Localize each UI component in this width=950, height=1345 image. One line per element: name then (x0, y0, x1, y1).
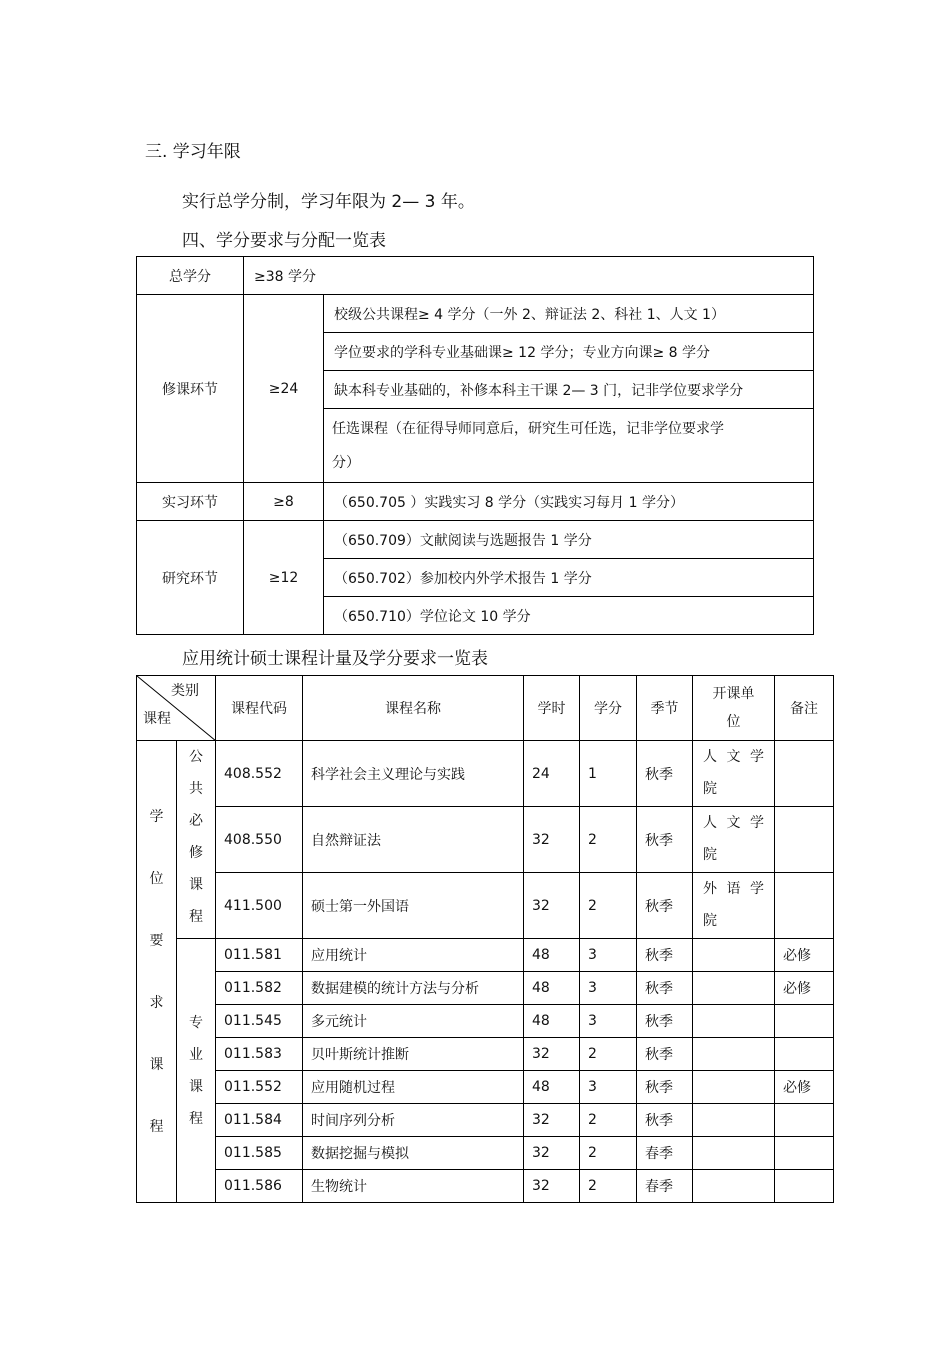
table-row (137, 1005, 834, 1038)
course-item: 校级公共课程≥ 4 学分（一外 2、辩证法 2、科社 1、人文 1） (324, 295, 814, 333)
course-code: 011.586 (216, 1170, 303, 1203)
header-credits: 学分 (580, 676, 637, 741)
course-unit (693, 1170, 775, 1203)
course-name: 应用统计 (303, 939, 524, 972)
course-hours: 32 (524, 1170, 580, 1203)
course-item (324, 409, 814, 483)
intern-section-label: 实习环节 (137, 483, 244, 521)
group-char: 公 (189, 749, 203, 765)
research-item: （650.710）学位论文 10 学分 (324, 597, 814, 635)
course-note (775, 1104, 834, 1137)
group-char: 必 (189, 813, 203, 829)
course-unit (693, 939, 775, 972)
course-code: 408.552 (216, 741, 303, 807)
course-unit-line: 外 语 学 (703, 881, 764, 897)
course-item: 缺本科专业基础的，补修本科主干课 2— 3 门，记非学位要求学分 (324, 371, 814, 409)
table-row (137, 873, 834, 939)
course-unit-line: 人 文 学 (703, 815, 764, 831)
header-note: 备注 (775, 676, 834, 741)
table-row (137, 1104, 834, 1137)
table-header-row (137, 676, 834, 741)
total-credits-value: ≥38 学分 (244, 257, 814, 295)
research-section-label: 研究环节 (137, 521, 244, 635)
table-row (137, 939, 834, 972)
table-row (137, 521, 814, 559)
course-season: 秋季 (637, 873, 693, 939)
course-name: 贝叶斯统计推断 (303, 1038, 524, 1071)
course-code: 011.585 (216, 1137, 303, 1170)
group-char: 课 (189, 1078, 203, 1095)
course-hours: 32 (524, 873, 580, 939)
course-code: 408.550 (216, 807, 303, 873)
course-item-line: 任选课程（在征得导师同意后，研究生可任选，记非学位要求学 (332, 420, 724, 437)
course-name: 数据建模的统计方法与分析 (303, 972, 524, 1005)
course-hours: 32 (524, 1038, 580, 1071)
course-unit (693, 741, 775, 807)
course-credits: 2 (580, 873, 637, 939)
intern-section-req: ≥8 (244, 483, 324, 521)
header-hours: 学时 (524, 676, 580, 741)
course-unit (693, 873, 775, 939)
course-table-caption: 应用统计硕士课程计量及学分要求一览表 (182, 649, 488, 669)
course-note (775, 1170, 834, 1203)
course-credits: 3 (580, 1071, 637, 1104)
group-char: 程 (189, 1110, 203, 1127)
course-note (775, 873, 834, 939)
course-season: 秋季 (637, 1104, 693, 1137)
course-unit-line: 院 (703, 847, 717, 863)
course-code: 411.500 (216, 873, 303, 939)
course-unit-line: 院 (703, 781, 717, 797)
course-note: 必修 (775, 939, 834, 972)
course-code: 011.584 (216, 1104, 303, 1137)
course-hours: 24 (524, 741, 580, 807)
course-hours: 48 (524, 1071, 580, 1104)
degree-requirement-group (137, 741, 177, 1203)
course-name: 自然辩证法 (303, 807, 524, 873)
diagonal-header-cell (137, 676, 216, 741)
table-row (137, 1038, 834, 1071)
course-name: 时间序列分析 (303, 1104, 524, 1137)
course-unit (693, 1137, 775, 1170)
group-char: 课 (189, 877, 203, 893)
course-code: 011.582 (216, 972, 303, 1005)
group-char: 位 (149, 870, 164, 887)
course-credits: 2 (580, 807, 637, 873)
table-row (137, 1170, 834, 1203)
course-unit (693, 972, 775, 1005)
course-unit-line: 人 文 学 (703, 749, 764, 765)
header-course: 课程 (143, 711, 171, 727)
course-season: 秋季 (637, 972, 693, 1005)
group-char: 学 (149, 808, 164, 825)
course-item-line: 分） (332, 454, 360, 471)
course-season: 春季 (637, 1170, 693, 1203)
course-season: 秋季 (637, 939, 693, 972)
course-name: 科学社会主义理论与实践 (303, 741, 524, 807)
major-course-group (177, 939, 216, 1203)
course-unit (693, 1071, 775, 1104)
group-char: 程 (189, 909, 203, 925)
course-name: 多元统计 (303, 1005, 524, 1038)
course-unit (693, 807, 775, 873)
research-item: （650.702）参加校内外学术报告 1 学分 (324, 559, 814, 597)
table-row (137, 741, 834, 807)
group-char: 程 (149, 1118, 164, 1135)
table-row (137, 483, 814, 521)
course-season: 秋季 (637, 1005, 693, 1038)
section-3-heading: 三. 学习年限 (145, 142, 241, 162)
header-unit-line: 位 (726, 714, 741, 730)
course-unit-line: 院 (703, 913, 717, 929)
course-note (775, 1005, 834, 1038)
course-item: 学位要求的学科专业基础课≥ 12 学分；专业方向课≥ 8 学分 (324, 333, 814, 371)
header-code: 课程代码 (216, 676, 303, 741)
header-name: 课程名称 (303, 676, 524, 741)
group-char: 业 (189, 1046, 203, 1063)
group-char: 要 (149, 932, 164, 949)
public-required-group (177, 741, 216, 939)
course-hours: 48 (524, 1005, 580, 1038)
course-table (136, 675, 834, 1203)
course-unit (693, 1005, 775, 1038)
table-row (137, 1071, 834, 1104)
course-note: 必修 (775, 972, 834, 1005)
course-season: 秋季 (637, 1038, 693, 1071)
course-season: 秋季 (637, 807, 693, 873)
course-season: 春季 (637, 1137, 693, 1170)
course-name: 生物统计 (303, 1170, 524, 1203)
total-credits-label: 总学分 (137, 257, 244, 295)
research-section-req: ≥12 (244, 521, 324, 635)
header-season: 季节 (637, 676, 693, 741)
study-duration-text: 实行总学分制，学习年限为 2— 3 年。 (182, 192, 475, 212)
course-note (775, 1137, 834, 1170)
research-item: （650.709）文献阅读与选题报告 1 学分 (324, 521, 814, 559)
group-char: 修 (189, 845, 203, 861)
course-credits: 3 (580, 1005, 637, 1038)
course-code: 011.552 (216, 1071, 303, 1104)
course-credits: 3 (580, 972, 637, 1005)
course-hours: 48 (524, 972, 580, 1005)
course-note (775, 741, 834, 807)
course-code: 011.581 (216, 939, 303, 972)
course-credits: 3 (580, 939, 637, 972)
course-credits: 2 (580, 1104, 637, 1137)
course-season: 秋季 (637, 1071, 693, 1104)
table-row (137, 972, 834, 1005)
header-unit (693, 676, 775, 741)
table-row (137, 295, 814, 333)
course-name: 数据挖掘与模拟 (303, 1137, 524, 1170)
course-credits: 2 (580, 1137, 637, 1170)
intern-item: （650.705 ）实践实习 8 学分（实践实习每月 1 学分） (324, 483, 814, 521)
header-unit-line: 开课单 (712, 686, 755, 702)
table-row (137, 257, 814, 295)
course-season: 秋季 (637, 741, 693, 807)
course-note (775, 807, 834, 873)
course-hours: 48 (524, 939, 580, 972)
header-category: 类别 (171, 683, 199, 699)
course-note (775, 1038, 834, 1071)
course-credits: 2 (580, 1170, 637, 1203)
credit-requirements-table (136, 256, 814, 635)
course-note: 必修 (775, 1071, 834, 1104)
course-unit (693, 1104, 775, 1137)
table-row (137, 807, 834, 873)
table-row (137, 1137, 834, 1170)
course-hours: 32 (524, 1104, 580, 1137)
course-hours: 32 (524, 807, 580, 873)
course-section-label: 修课环节 (137, 295, 244, 483)
course-credits: 2 (580, 1038, 637, 1071)
group-char: 求 (149, 994, 164, 1011)
section-4-heading: 四、学分要求与分配一览表 (182, 231, 386, 251)
group-char: 专 (189, 1014, 203, 1031)
course-section-req: ≥24 (244, 295, 324, 483)
course-name: 应用随机过程 (303, 1071, 524, 1104)
group-char: 课 (149, 1056, 164, 1073)
course-code: 011.583 (216, 1038, 303, 1071)
course-code: 011.545 (216, 1005, 303, 1038)
course-hours: 32 (524, 1137, 580, 1170)
course-unit (693, 1038, 775, 1071)
course-name: 硕士第一外国语 (303, 873, 524, 939)
group-char: 共 (189, 781, 203, 797)
course-credits: 1 (580, 741, 637, 807)
